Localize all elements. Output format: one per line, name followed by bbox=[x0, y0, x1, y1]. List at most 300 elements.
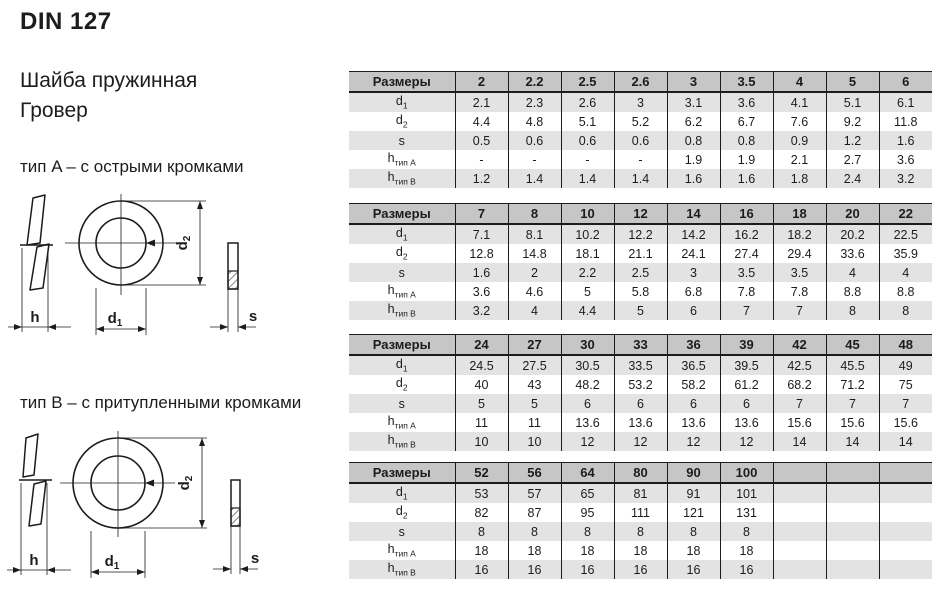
row-label-subscript: 1 bbox=[402, 491, 408, 502]
value-cell: 8 bbox=[614, 522, 667, 541]
h-arrow-left bbox=[13, 567, 21, 573]
size-header-cell: 2.2 bbox=[508, 72, 561, 93]
value-cell: 4.6 bbox=[508, 282, 561, 301]
row-label-cell: $d_1$ bbox=[349, 355, 455, 375]
value-cell: 12 bbox=[561, 432, 614, 451]
value-cell: 3.5 bbox=[720, 263, 773, 282]
row-label-cell: s bbox=[349, 522, 455, 541]
bore-arrow bbox=[145, 480, 154, 487]
row-label-subscript: 1 bbox=[402, 100, 408, 111]
type-b-label: тип B – с притупленными кромками bbox=[20, 393, 302, 412]
value-cell: 14 bbox=[826, 432, 879, 451]
value-cell: 0.6 bbox=[561, 131, 614, 150]
value-cell: 68.2 bbox=[773, 375, 826, 394]
value-cell: 0.9 bbox=[773, 131, 826, 150]
value-cell: 2 bbox=[508, 263, 561, 282]
row-label-cell: $h_{тип A}$ bbox=[349, 413, 455, 432]
s-arrow-right bbox=[240, 566, 248, 572]
table-row bbox=[349, 375, 932, 394]
value-cell: 7.6 bbox=[773, 112, 826, 131]
value-cell: - bbox=[508, 150, 561, 169]
table-row bbox=[349, 355, 932, 375]
row-label-subscript: 2 bbox=[402, 119, 408, 130]
value-cell: 14 bbox=[898, 434, 913, 449]
value-cell: 24.1 bbox=[667, 244, 720, 263]
value-cell: 2.5 bbox=[614, 263, 667, 282]
type-a-label: тип A – с острыми кромками bbox=[20, 157, 244, 176]
size-header-cell bbox=[826, 463, 879, 484]
s-arrow-right bbox=[238, 324, 246, 330]
value-cell: 6 bbox=[720, 394, 773, 413]
value-cell: 1.2 bbox=[826, 131, 879, 150]
row-label-cell: s bbox=[349, 131, 455, 150]
table-row bbox=[349, 224, 932, 244]
s-dimension-label: s bbox=[248, 308, 258, 325]
value-cell: 4.4 bbox=[561, 301, 614, 320]
dimension-table-3 bbox=[349, 334, 932, 451]
value-cell: 33.5 bbox=[614, 355, 667, 375]
value-cell: 13.6 bbox=[561, 413, 614, 432]
value-cell: 3.6 bbox=[720, 92, 773, 112]
table-row bbox=[349, 413, 932, 432]
value-cell: 82 bbox=[455, 503, 508, 522]
value-cell: 14 bbox=[773, 432, 826, 451]
value-cell: 2.1 bbox=[773, 150, 826, 169]
value-cell: 6.7 bbox=[720, 112, 773, 131]
value-cell: 1.6 bbox=[897, 133, 915, 148]
value-cell: 20.2 bbox=[826, 224, 879, 244]
size-header-cell: 64 bbox=[561, 463, 614, 484]
value-cell bbox=[826, 560, 879, 579]
row-label-cell: $d_1$ bbox=[349, 92, 455, 112]
table-row bbox=[349, 92, 932, 112]
size-header-cell: 2.6 bbox=[614, 72, 667, 93]
value-cell: 16 bbox=[455, 560, 508, 579]
size-header-cell: 36 bbox=[667, 335, 720, 356]
value-cell: 5.8 bbox=[614, 282, 667, 301]
table-row bbox=[349, 560, 932, 579]
value-cell: 16 bbox=[667, 560, 720, 579]
value-cell: 75 bbox=[898, 377, 913, 392]
value-cell: 10 bbox=[508, 432, 561, 451]
sizes-header-cell: Размеры bbox=[349, 72, 455, 93]
row-label-cell: $h_{тип A}$ bbox=[349, 282, 455, 301]
value-cell: 58.2 bbox=[667, 375, 720, 394]
value-cell: 95 bbox=[561, 503, 614, 522]
value-cell: 30.5 bbox=[561, 355, 614, 375]
size-header-cell: 48 bbox=[898, 337, 913, 352]
value-cell: 11 bbox=[508, 413, 561, 432]
value-cell: 0.6 bbox=[614, 131, 667, 150]
row-label-subscript: 1 bbox=[402, 232, 408, 243]
value-cell: 33.6 bbox=[826, 244, 879, 263]
table-row bbox=[349, 432, 932, 451]
value-cell: 6.1 bbox=[897, 95, 915, 110]
value-cell: 3.6 bbox=[455, 282, 508, 301]
value-cell: 5 bbox=[508, 394, 561, 413]
value-cell bbox=[879, 503, 932, 522]
value-cell: 16 bbox=[561, 560, 614, 579]
value-cell: 18 bbox=[667, 541, 720, 560]
value-cell: 3 bbox=[667, 263, 720, 282]
value-cell: 0.8 bbox=[667, 131, 720, 150]
size-header-cell: 27 bbox=[508, 335, 561, 356]
size-header-cell: 45 bbox=[826, 335, 879, 356]
size-header-cell: 56 bbox=[508, 463, 561, 484]
value-cell: 39.5 bbox=[720, 355, 773, 375]
value-cell: 18 bbox=[561, 541, 614, 560]
size-header-cell: 3 bbox=[667, 72, 720, 93]
table-header-row bbox=[349, 335, 932, 356]
value-cell bbox=[773, 503, 826, 522]
s-arrow-left bbox=[223, 566, 231, 572]
type-a-drawing bbox=[5, 186, 295, 348]
size-header-cell: 52 bbox=[455, 463, 508, 484]
table-row bbox=[349, 483, 932, 503]
size-header-cell: 16 bbox=[720, 204, 773, 225]
h-arrow-left bbox=[14, 324, 22, 330]
value-cell bbox=[879, 560, 932, 579]
size-header-cell: 24 bbox=[455, 335, 508, 356]
value-cell: 40 bbox=[455, 375, 508, 394]
table-header-row bbox=[349, 72, 932, 93]
row-label-cell: $d_2$ bbox=[349, 375, 455, 394]
value-cell: 5.2 bbox=[614, 112, 667, 131]
value-cell: 7 bbox=[902, 396, 910, 411]
product-name-line1: Шайба пружинная bbox=[20, 69, 198, 92]
d2-arrow-bottom bbox=[199, 520, 205, 528]
value-cell: 8.8 bbox=[897, 284, 915, 299]
size-header-cell: 3.5 bbox=[720, 72, 773, 93]
value-cell: 3.2 bbox=[455, 301, 508, 320]
table-row bbox=[349, 282, 932, 301]
value-cell bbox=[826, 522, 879, 541]
value-cell: 4.4 bbox=[455, 112, 508, 131]
size-header-cell: 10 bbox=[561, 204, 614, 225]
sizes-header-cell: Размеры bbox=[349, 335, 455, 356]
row-label-subscript: тип A bbox=[394, 157, 416, 168]
value-cell: 18.2 bbox=[773, 224, 826, 244]
value-cell: 14.8 bbox=[508, 244, 561, 263]
size-header-cell: 22 bbox=[898, 206, 913, 221]
h-arrow-right bbox=[48, 324, 56, 330]
page-title: DIN 127 bbox=[20, 8, 112, 35]
value-cell: 18 bbox=[508, 541, 561, 560]
value-cell: 2.7 bbox=[826, 150, 879, 169]
value-cell: 16 bbox=[720, 560, 773, 579]
value-cell: 101 bbox=[720, 483, 773, 503]
row-label-subscript: тип B bbox=[394, 176, 416, 187]
value-cell: 131 bbox=[720, 503, 773, 522]
type-b-side-view bbox=[7, 434, 71, 575]
s-arrow-left bbox=[220, 324, 228, 330]
value-cell: 53.2 bbox=[614, 375, 667, 394]
s-dimension-label: s bbox=[250, 550, 260, 567]
value-cell: 16.2 bbox=[720, 224, 773, 244]
size-header-cell bbox=[879, 463, 932, 484]
size-header-cell: 42 bbox=[773, 335, 826, 356]
value-cell: 4.1 bbox=[773, 92, 826, 112]
value-cell: 7 bbox=[720, 301, 773, 320]
table-row bbox=[349, 541, 932, 560]
value-cell: 1.4 bbox=[508, 169, 561, 188]
value-cell: 8 bbox=[508, 522, 561, 541]
value-cell: 2.1 bbox=[455, 92, 508, 112]
table-row bbox=[349, 244, 932, 263]
value-cell: - bbox=[614, 150, 667, 169]
value-cell: 21.1 bbox=[614, 244, 667, 263]
value-cell: 42.5 bbox=[773, 355, 826, 375]
value-cell: 61.2 bbox=[720, 375, 773, 394]
value-cell: 71.2 bbox=[826, 375, 879, 394]
table-row bbox=[349, 131, 932, 150]
value-cell: 18 bbox=[455, 541, 508, 560]
value-cell: 6.8 bbox=[667, 282, 720, 301]
row-label-cell: $d_2$ bbox=[349, 244, 455, 263]
value-cell bbox=[879, 522, 932, 541]
value-cell: 2.3 bbox=[508, 92, 561, 112]
value-cell: 10.2 bbox=[561, 224, 614, 244]
value-cell: 8.1 bbox=[508, 224, 561, 244]
value-cell: 1.6 bbox=[455, 263, 508, 282]
value-cell: 0.6 bbox=[508, 131, 561, 150]
row-label-cell: s bbox=[349, 394, 455, 413]
dimension-table-2 bbox=[349, 203, 932, 320]
value-cell: 8 bbox=[826, 301, 879, 320]
d1-arrow-left bbox=[91, 569, 99, 575]
value-cell: 2.4 bbox=[826, 169, 879, 188]
size-header-cell: 8 bbox=[508, 204, 561, 225]
value-cell: 121 bbox=[667, 503, 720, 522]
value-cell: 0.8 bbox=[720, 131, 773, 150]
product-name bbox=[20, 66, 197, 126]
value-cell bbox=[879, 541, 932, 560]
value-cell: 8 bbox=[720, 522, 773, 541]
size-header-cell: 12 bbox=[614, 204, 667, 225]
value-cell: - bbox=[561, 150, 614, 169]
value-cell: 6 bbox=[667, 394, 720, 413]
value-cell bbox=[879, 483, 932, 503]
value-cell: 12.2 bbox=[614, 224, 667, 244]
row-label-subscript: 2 bbox=[402, 251, 408, 262]
value-cell bbox=[773, 522, 826, 541]
value-cell: 9.2 bbox=[826, 112, 879, 131]
value-cell: 1.2 bbox=[455, 169, 508, 188]
type-a-section-view bbox=[210, 243, 257, 332]
value-cell: 16 bbox=[508, 560, 561, 579]
size-header-cell: 6 bbox=[902, 74, 910, 89]
value-cell: 13.6 bbox=[667, 413, 720, 432]
value-cell: 7.1 bbox=[455, 224, 508, 244]
value-cell: 1.4 bbox=[614, 169, 667, 188]
value-cell: 65 bbox=[561, 483, 614, 503]
value-cell bbox=[826, 541, 879, 560]
size-header-cell: 100 bbox=[720, 463, 773, 484]
table-header-row bbox=[349, 463, 932, 484]
value-cell bbox=[773, 541, 826, 560]
value-cell: 11.8 bbox=[894, 114, 918, 129]
row-label-cell: $d_1$ bbox=[349, 224, 455, 244]
value-cell: 12.8 bbox=[455, 244, 508, 263]
value-cell: 12 bbox=[614, 432, 667, 451]
h-arrow-right bbox=[47, 567, 55, 573]
size-header-cell: 20 bbox=[826, 204, 879, 225]
bore-arrow bbox=[146, 240, 155, 247]
value-cell: 12 bbox=[667, 432, 720, 451]
sizes-header-cell: Размеры bbox=[349, 204, 455, 225]
row-label-cell: $h_{тип A}$ bbox=[349, 150, 455, 169]
type-b-front-view bbox=[60, 431, 207, 578]
table-row bbox=[349, 169, 932, 188]
row-label-cell: $h_{тип A}$ bbox=[349, 541, 455, 560]
type-a-side-view bbox=[8, 195, 71, 332]
row-label-subscript: тип A bbox=[394, 420, 416, 431]
d1-dimension-label: $d_1$ bbox=[104, 553, 120, 572]
value-cell: 15.6 bbox=[893, 415, 918, 430]
value-cell: 1.6 bbox=[667, 169, 720, 188]
value-cell: 49 bbox=[898, 358, 913, 373]
value-cell: 29.4 bbox=[773, 244, 826, 263]
row-label-cell: $h_{тип B}$ bbox=[349, 169, 455, 188]
value-cell: 6 bbox=[667, 301, 720, 320]
size-header-cell: 90 bbox=[667, 463, 720, 484]
value-cell: 18.1 bbox=[561, 244, 614, 263]
value-cell: 2.2 bbox=[561, 263, 614, 282]
value-cell: 6 bbox=[561, 394, 614, 413]
table-row bbox=[349, 112, 932, 131]
value-cell: 8 bbox=[561, 522, 614, 541]
value-cell: 1.8 bbox=[773, 169, 826, 188]
row-label-subscript: тип B bbox=[394, 439, 416, 450]
size-header-cell bbox=[773, 463, 826, 484]
type-a-front-view bbox=[65, 194, 206, 335]
value-cell: 12 bbox=[720, 432, 773, 451]
value-cell: 4.8 bbox=[508, 112, 561, 131]
value-cell: 22.5 bbox=[893, 227, 918, 242]
value-cell: 11 bbox=[455, 413, 508, 432]
value-cell: 27.4 bbox=[720, 244, 773, 263]
value-cell: 3.1 bbox=[667, 92, 720, 112]
value-cell: 43 bbox=[508, 375, 561, 394]
value-cell: 24.5 bbox=[455, 355, 508, 375]
size-header-cell: 14 bbox=[667, 204, 720, 225]
row-label-subscript: тип B bbox=[394, 308, 416, 319]
size-header-cell: 18 bbox=[773, 204, 826, 225]
table-header-row bbox=[349, 204, 932, 225]
row-label-cell: $d_2$ bbox=[349, 112, 455, 131]
value-cell: 14.2 bbox=[667, 224, 720, 244]
value-cell: 3.2 bbox=[897, 171, 915, 186]
value-cell bbox=[773, 483, 826, 503]
table-row bbox=[349, 150, 932, 169]
value-cell: 4 bbox=[902, 265, 910, 280]
row-label-cell: $d_2$ bbox=[349, 503, 455, 522]
d1-arrow-right bbox=[138, 326, 146, 332]
value-cell: 8 bbox=[667, 522, 720, 541]
value-cell: 35.9 bbox=[893, 246, 918, 261]
value-cell: 15.6 bbox=[826, 413, 879, 432]
value-cell: 91 bbox=[667, 483, 720, 503]
value-cell: 7 bbox=[773, 301, 826, 320]
value-cell bbox=[826, 503, 879, 522]
dimension-table-1 bbox=[349, 71, 932, 188]
sizes-header-cell: Размеры bbox=[349, 463, 455, 484]
value-cell: 5.1 bbox=[826, 92, 879, 112]
value-cell: 1.9 bbox=[720, 150, 773, 169]
size-header-cell: 2 bbox=[455, 72, 508, 93]
d1-dimension-label: $d_1$ bbox=[107, 310, 123, 329]
value-cell: 8.8 bbox=[826, 282, 879, 301]
d2-arrow-bottom bbox=[197, 277, 203, 285]
value-cell bbox=[773, 560, 826, 579]
value-cell: 18 bbox=[614, 541, 667, 560]
value-cell: 15.6 bbox=[773, 413, 826, 432]
row-label-cell: s bbox=[349, 263, 455, 282]
value-cell: 0.5 bbox=[455, 131, 508, 150]
value-cell: - bbox=[455, 150, 508, 169]
value-cell: 3 bbox=[614, 92, 667, 112]
value-cell: 16 bbox=[614, 560, 667, 579]
value-cell: 81 bbox=[614, 483, 667, 503]
d1-arrow-left bbox=[96, 326, 104, 332]
value-cell: 6.2 bbox=[667, 112, 720, 131]
value-cell: 5.1 bbox=[561, 112, 614, 131]
table-row bbox=[349, 503, 932, 522]
value-cell: 4 bbox=[508, 301, 561, 320]
d2-arrow-top bbox=[197, 201, 203, 209]
value-cell: 3.6 bbox=[897, 152, 915, 167]
value-cell: 53 bbox=[455, 483, 508, 503]
value-cell: 87 bbox=[508, 503, 561, 522]
value-cell: 18 bbox=[720, 541, 773, 560]
size-header-cell: 39 bbox=[720, 335, 773, 356]
row-label-subscript: тип A bbox=[394, 289, 416, 300]
size-header-cell: 30 bbox=[561, 335, 614, 356]
d2-arrow-top bbox=[199, 438, 205, 446]
value-cell: 13.6 bbox=[720, 413, 773, 432]
value-cell: 6 bbox=[614, 394, 667, 413]
size-header-cell: 33 bbox=[614, 335, 667, 356]
value-cell: 1.4 bbox=[561, 169, 614, 188]
dimension-table-4 bbox=[349, 462, 932, 579]
type-b-section-view bbox=[213, 480, 259, 574]
value-cell: 10 bbox=[455, 432, 508, 451]
value-cell: 7.8 bbox=[773, 282, 826, 301]
value-cell: 57 bbox=[508, 483, 561, 503]
value-cell: 5 bbox=[455, 394, 508, 413]
row-label-subscript: 2 bbox=[402, 510, 408, 521]
size-header-cell: 4 bbox=[773, 72, 826, 93]
size-header-cell: 5 bbox=[826, 72, 879, 93]
value-cell: 8 bbox=[455, 522, 508, 541]
row-label-cell: $h_{тип B}$ bbox=[349, 560, 455, 579]
value-cell: 111 bbox=[614, 503, 667, 522]
table-row bbox=[349, 263, 932, 282]
type-b-drawing bbox=[5, 425, 295, 589]
value-cell: 1.6 bbox=[720, 169, 773, 188]
value-cell: 7 bbox=[826, 394, 879, 413]
row-label-subscript: тип A bbox=[394, 548, 416, 559]
table-row bbox=[349, 394, 932, 413]
d2-dimension-label: $d_2$ bbox=[176, 475, 195, 491]
row-label-cell: $h_{тип B}$ bbox=[349, 432, 455, 451]
value-cell bbox=[826, 483, 879, 503]
d2-dimension-label: $d_2$ bbox=[174, 235, 193, 251]
value-cell: 7.8 bbox=[720, 282, 773, 301]
size-header-cell: 7 bbox=[455, 204, 508, 225]
value-cell: 13.6 bbox=[614, 413, 667, 432]
size-header-cell: 2.5 bbox=[561, 72, 614, 93]
